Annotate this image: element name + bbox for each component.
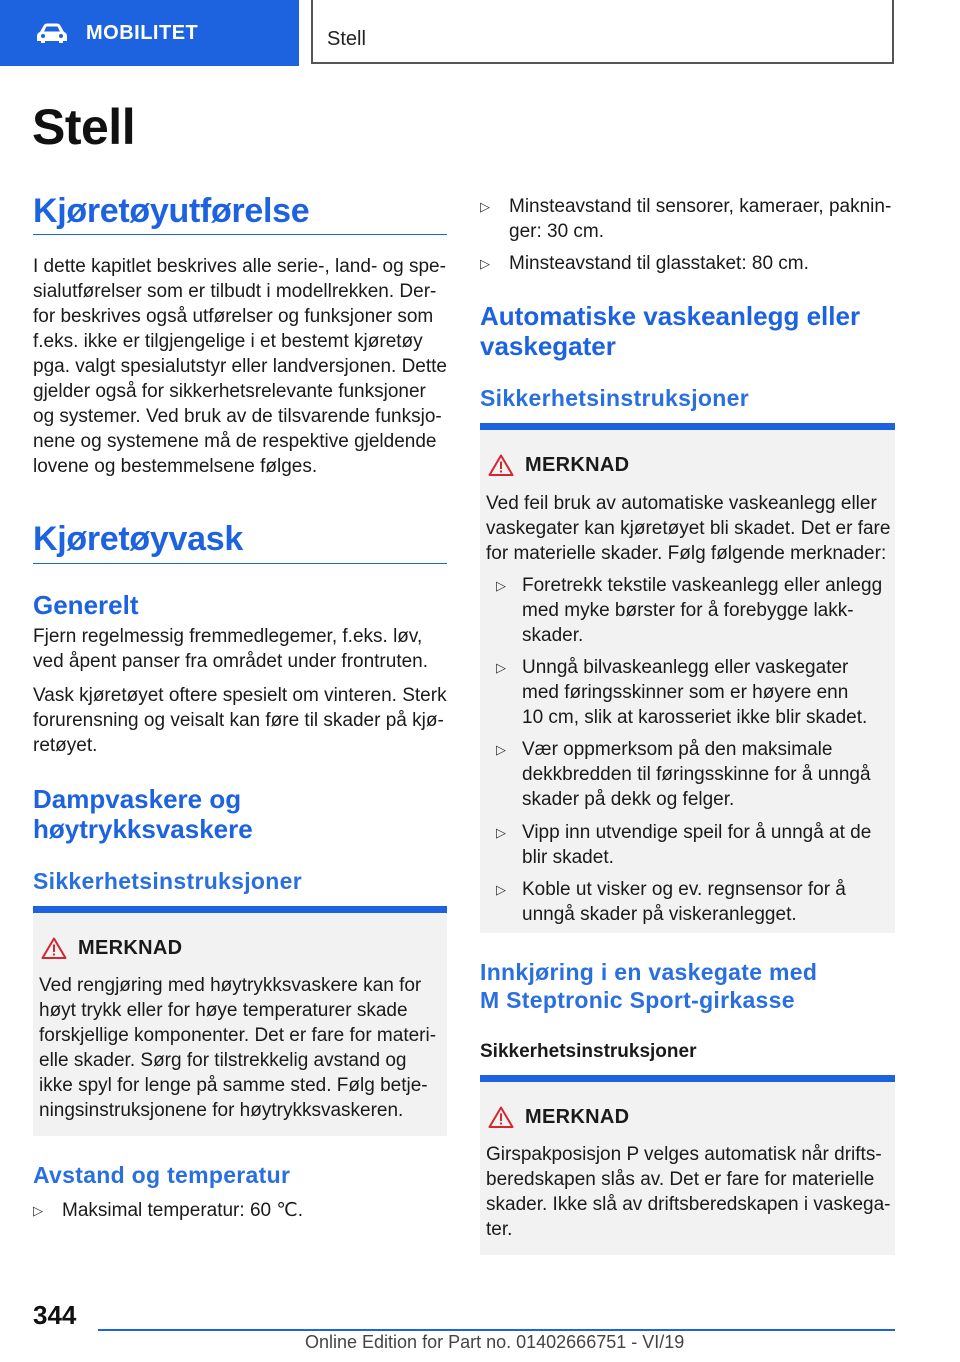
text-line: Ved rengjøring med høytrykksvaskere kan for xyxy=(39,975,422,996)
section-tab[interactable] xyxy=(0,0,299,66)
list-item-text: unngå skader på viskeranlegget. xyxy=(522,904,797,925)
warning-triangle-icon xyxy=(488,1106,514,1128)
text-line: Fjern regelmessig fremmedlegemer, f.eks. løv, xyxy=(33,626,423,647)
text-line: høyt trykk eller for høye temperaturer skade xyxy=(39,1000,408,1021)
heading-safety: Sikkerhetsinstruksjoner xyxy=(33,868,302,894)
text-line: ved åpent panser fra området under frontruten. xyxy=(33,651,429,672)
page-title: Stell xyxy=(32,99,136,155)
heading-vehicle-wash: Kjøretøyvask xyxy=(33,520,243,558)
heading-rule xyxy=(33,563,447,564)
text-line: I dette kapitlet beskrives alle serie-, land- og spe- xyxy=(33,256,446,277)
list-item xyxy=(496,820,886,870)
text-line: beredskapen slås av. Det er fare for materielle xyxy=(486,1169,875,1190)
list-item xyxy=(480,194,895,244)
triangle-bullet-icon: ▷ xyxy=(496,742,506,757)
subheading-safety: Sikkerhetsinstruksjoner xyxy=(480,1041,697,1062)
note-heading: MERKNAD xyxy=(525,454,630,476)
list-item-text: Maksimal temperatur: 60 ℃. xyxy=(62,1200,303,1221)
text-line: sialutførelser som er tilbudt i modellrekken. Der- xyxy=(33,281,437,302)
list-item-text: Koble ut visker og ev. regnsensor for å xyxy=(522,879,846,900)
heading-distance-temperature: Avstand og temperatur xyxy=(33,1162,291,1188)
note-heading: MERKNAD xyxy=(525,1106,630,1128)
text-line: Girspakposisjon P velges automatisk når drifts- xyxy=(486,1144,882,1165)
heading-steam-line1: Dampvaskere og xyxy=(33,784,242,814)
list-item xyxy=(496,877,886,927)
list-item-text: ger: 30 cm. xyxy=(509,221,605,242)
list-item xyxy=(496,737,886,812)
triangle-bullet-icon: ▷ xyxy=(496,660,506,675)
text-line: lovene og bestemmelsene følges. xyxy=(33,456,318,477)
heading-driving-in-line1: Innkjøring i en vaskegate med xyxy=(480,959,818,985)
list-item-text: dekkbredden til føringsskinne for å unngå xyxy=(522,764,871,785)
text-line: ningsinstruksjonene for høytrykksvaskeren. xyxy=(39,1100,404,1121)
list-item-text: Minsteavstand til sensorer, kameraer, paknin- xyxy=(509,196,892,217)
section-label: MOBILITET xyxy=(86,21,199,44)
text-line: for materielle skader. Følg følgende merknader: xyxy=(486,543,887,564)
text-line: Vask kjøretøyet oftere spesielt om vinteren. Sterk xyxy=(33,685,447,706)
note-box xyxy=(33,906,447,1136)
page-number: 344 xyxy=(33,1300,77,1330)
text-line: retøyet. xyxy=(33,735,98,756)
text-line: for beskrives også utførelser og funksjoner som xyxy=(33,306,434,327)
text-line: forskjellige komponenter. Det er fare for materi- xyxy=(39,1025,437,1046)
text-line: Ved feil bruk av automatiske vaskeanlegg eller xyxy=(486,493,877,514)
footer-edition: Online Edition for Part no. 01402666751 - VI/19 xyxy=(305,1332,685,1352)
text-line: skader. Ikke slå av driftsberedskapen i vaskega- xyxy=(486,1194,891,1215)
heading-automatic-wash-line1: Automatiske vaskeanlegg eller xyxy=(480,301,861,331)
text-line: vaskegater kan kjøretøyet bli skadet. Det er fare xyxy=(486,518,891,539)
warning-triangle-icon xyxy=(41,937,67,959)
footer-rule xyxy=(98,1329,895,1331)
list-item-text: skader på dekk og felger. xyxy=(522,789,735,810)
text-line: elle skader. Sørg for tilstrekkelig avstand og xyxy=(39,1050,407,1071)
list-item-text: Unngå bilvaskeanlegg eller vaskegater xyxy=(522,657,849,678)
text-line: f.eks. ikke er tilgjengelige i et bestemt kjøretøy xyxy=(33,331,423,352)
text-line: nene og systemene må de respektive gjeldende xyxy=(33,431,437,452)
heading-driving-in-line2: M Steptronic Sport-girkasse xyxy=(480,987,795,1013)
heading-automatic-wash-line2: vaskegater xyxy=(480,331,616,361)
note-box xyxy=(480,423,895,933)
note-box xyxy=(480,1075,895,1255)
triangle-bullet-icon: ▷ xyxy=(496,882,506,897)
chapter-label: Stell xyxy=(327,28,366,50)
text-line: ikke spyl for lenge på samme sted. Følg betje- xyxy=(39,1075,428,1096)
car-icon xyxy=(36,22,68,44)
warning-triangle-icon xyxy=(488,454,514,476)
triangle-bullet-icon: ▷ xyxy=(480,199,490,214)
text-line: forurensning og veisalt kan føre til skader på kjø- xyxy=(33,710,444,731)
list-item xyxy=(496,573,886,648)
heading-rule xyxy=(33,234,447,235)
list-item-text: Vipp inn utvendige speil for å unngå at de xyxy=(522,822,872,843)
list-item-text: med føringsskinner som er høyere enn xyxy=(522,682,849,703)
chapter-header xyxy=(311,0,894,64)
heading-steam-line2: høytrykksvaskere xyxy=(33,814,253,844)
text-line: ter. xyxy=(486,1219,513,1240)
heading-vehicle-design: Kjøretøyutførelse xyxy=(33,192,310,230)
list-item-text: Vær oppmerksom på den maksimale xyxy=(522,739,833,760)
text-line: pga. valgt spesialutstyr eller landversjonen. Dette xyxy=(33,356,448,377)
list-item-text: 10 cm, slik at karosseriet ikke blir skadet. xyxy=(522,707,868,728)
list-item-text: blir skadet. xyxy=(522,847,614,868)
list-item-text: Foretrekk tekstile vaskeanlegg eller anlegg xyxy=(522,575,883,596)
triangle-bullet-icon: ▷ xyxy=(496,578,506,593)
list-item-text: med myke børster for å forebygge lakk- xyxy=(522,600,854,621)
triangle-bullet-icon: ▷ xyxy=(33,1203,43,1218)
triangle-bullet-icon: ▷ xyxy=(496,825,506,840)
triangle-bullet-icon: ▷ xyxy=(480,256,490,271)
list-item-text: skader. xyxy=(522,625,584,646)
list-item xyxy=(496,655,886,730)
heading-general: Generelt xyxy=(33,590,139,620)
list-item-text: Minsteavstand til glasstaket: 80 cm. xyxy=(509,253,809,274)
text-line: gjelder også for sikkerhetsrelevante funksjoner xyxy=(33,381,426,402)
heading-safety: Sikkerhetsinstruksjoner xyxy=(480,385,749,411)
text-line: og systemer. Ved bruk av de tilsvarende funksjo- xyxy=(33,406,442,427)
note-heading: MERKNAD xyxy=(78,937,183,959)
